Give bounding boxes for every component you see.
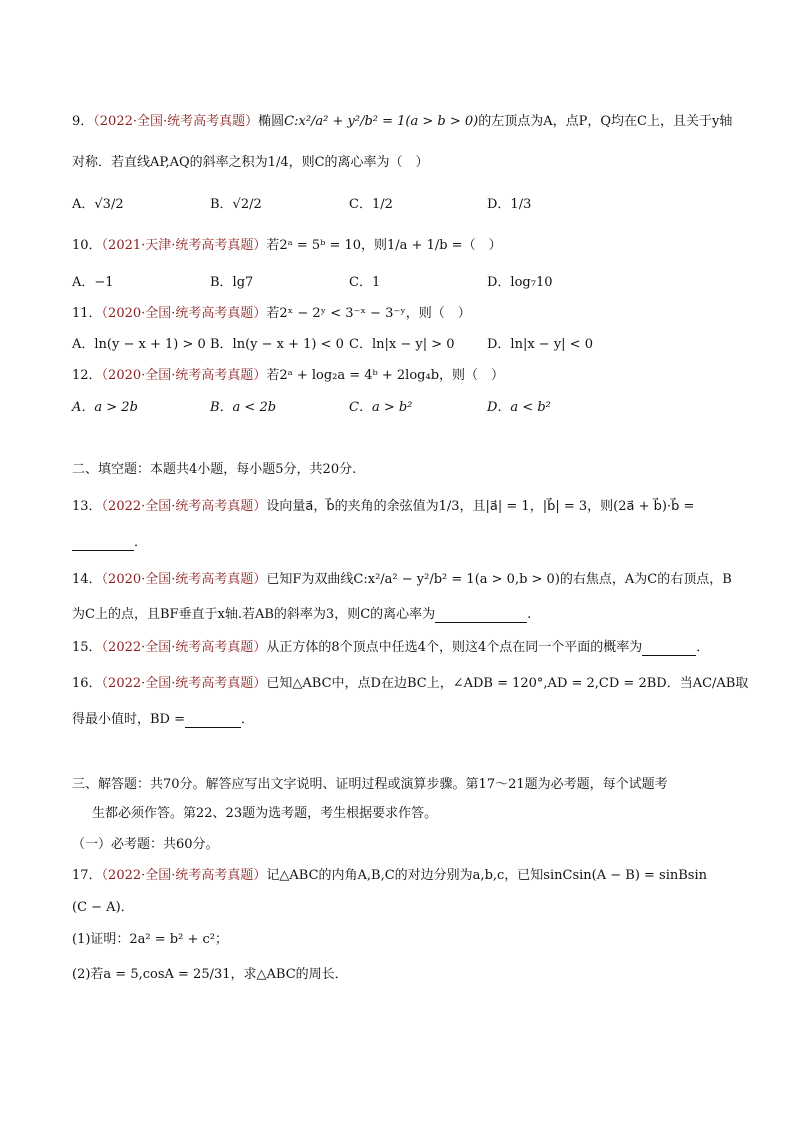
- option-b: B．ln(y − x + 1) < 0: [210, 337, 344, 352]
- source-tag: （2022·全国·统考高考真题）: [101, 676, 267, 691]
- section-3-heading-cont: 生都必须作答。第22、23题为选考题，考生根据要求作答。: [92, 806, 438, 821]
- section-2-heading: 二、填空题：本题共4小题，每小题5分，共20分.: [72, 462, 357, 477]
- question-14: [72, 568, 732, 587]
- question-text: 记△ABC的内角A,B,C的对边分别为a,b,c，已知sinCsin(A − B) = sinBsin: [266, 868, 708, 883]
- question-number: 9．: [72, 114, 94, 129]
- question-number: 13．: [72, 499, 102, 514]
- answer-blank[interactable]: [435, 607, 527, 623]
- punctuation: ．: [134, 535, 148, 550]
- source-tag: （2022·全国·统考高考真题）: [101, 499, 267, 514]
- question-text: 设向量a⃗，b⃗的夹角的余弦值为1/3，且|a⃗| = 1，|b⃗| = 3，则(2a⃗ + b⃗)·b⃗ =: [266, 499, 695, 514]
- option-c: C．a > b²: [349, 400, 413, 415]
- question-text: 已知F为双曲线C:x²/a² − y²/b² = 1(a > 0,b > 0)的右焦点，A为C的右顶点，B: [266, 572, 732, 587]
- option-b: B．a < 2b: [210, 400, 277, 415]
- section-3-heading: 三、解答题：共70分。解答应写出文字说明、证明过程或演算步骤。第17～21题为必考题，每个试题考: [72, 777, 668, 792]
- option-c: C．1: [349, 275, 381, 290]
- answer-blank[interactable]: [642, 640, 696, 656]
- question-13-answer-line: [72, 531, 147, 551]
- question-number: 16．: [72, 676, 102, 691]
- option-a: A．−1: [72, 275, 114, 290]
- question-11: [72, 302, 471, 321]
- question-16: [72, 672, 748, 691]
- option-b: B．lg7: [210, 275, 254, 290]
- option-b: B．√2/2: [210, 197, 262, 212]
- option-c: C．1/2: [349, 197, 393, 212]
- option-d: D．1/3: [487, 197, 532, 212]
- option-a: A．a > 2b: [72, 400, 138, 415]
- option-d: D．a < b²: [487, 400, 551, 415]
- question-14-line2: [72, 603, 531, 623]
- question-17-part2: (2)若a = 5,cosA = 25/31，求△ABC的周长．: [72, 967, 348, 982]
- source-tag: （2020·全国·统考高考真题）: [101, 306, 267, 321]
- question-16-line2: [72, 708, 254, 728]
- question-number: 14．: [72, 572, 102, 587]
- option-d: D．log₇10: [487, 275, 553, 290]
- question-text: 若2ᵃ + log₂a = 4ᵇ + 2log₄b，则（ ）: [266, 368, 505, 383]
- question-number: 15．: [72, 640, 102, 655]
- question-text: 已知△ABC中，点D在边BC上，∠ADB = 120°,AD = 2,CD = 2BD．当AC/AB取: [266, 676, 749, 691]
- source-tag: （2022·全国·统考高考真题）: [101, 640, 267, 655]
- question-number: 12．: [72, 368, 102, 383]
- answer-blank[interactable]: [185, 712, 241, 728]
- question-text-cont: 得最小值时，BD =: [72, 712, 186, 727]
- punctuation: .: [527, 607, 532, 622]
- source-tag: （2022·全国·统考高考真题）: [93, 114, 259, 129]
- question-17: [72, 864, 707, 883]
- question-text: 若2ˣ − 2ʸ < 3⁻ˣ − 3⁻ʸ，则（ ）: [266, 306, 471, 321]
- question-9: [72, 110, 732, 129]
- question-13: [72, 495, 694, 514]
- source-tag: （2022·全国·统考高考真题）: [101, 868, 267, 883]
- option-a: A．√3/2: [72, 197, 124, 212]
- source-tag: （2021·天津·统考高考真题）: [101, 238, 267, 253]
- option-c: C．ln|x − y| > 0: [349, 337, 455, 352]
- question-text: 从正方体的8个顶点中任选4个，则这4个点在同一个平面的概率为: [266, 640, 643, 655]
- question-text-cont: 的左顶点为A，点P，Q均在C上，且关于y轴: [478, 114, 733, 129]
- question-number: 17．: [72, 868, 102, 883]
- source-tag: （2020·全国·统考高考真题）: [101, 368, 267, 383]
- punctuation: ．: [696, 640, 710, 655]
- question-9-line2: 对称．若直线AP,AQ的斜率之积为1/4，则C的离心率为（ ）: [72, 155, 429, 170]
- answer-blank[interactable]: [72, 535, 134, 551]
- question-15: [72, 636, 709, 656]
- question-text: 椭圆: [258, 114, 285, 129]
- question-10: [72, 234, 502, 253]
- option-a: A．ln(y − x + 1) > 0: [72, 337, 206, 352]
- question-number: 11．: [72, 306, 102, 321]
- ellipse-equation: C:x²/a² + y²/b² = 1(a > b > 0): [284, 114, 479, 129]
- option-d: D．ln|x − y| < 0: [487, 337, 593, 352]
- question-17-part1: (1)证明：2a² = b² + c²；: [72, 932, 228, 947]
- source-tag: （2020·全国·统考高考真题）: [101, 572, 267, 587]
- question-number: 10．: [72, 238, 102, 253]
- question-text: 若2ᵃ = 5ᵇ = 10，则1/a + 1/b =（ ）: [266, 238, 502, 253]
- punctuation: ．: [241, 712, 255, 727]
- question-17-line2: (C − A)．: [72, 900, 134, 915]
- question-12: [72, 364, 504, 383]
- question-text-cont: 为C上的点，且BF垂直于x轴.若AB的斜率为3，则C的离心率为: [72, 607, 436, 622]
- subsection-required: （一）必考题：共60分。: [72, 837, 219, 852]
